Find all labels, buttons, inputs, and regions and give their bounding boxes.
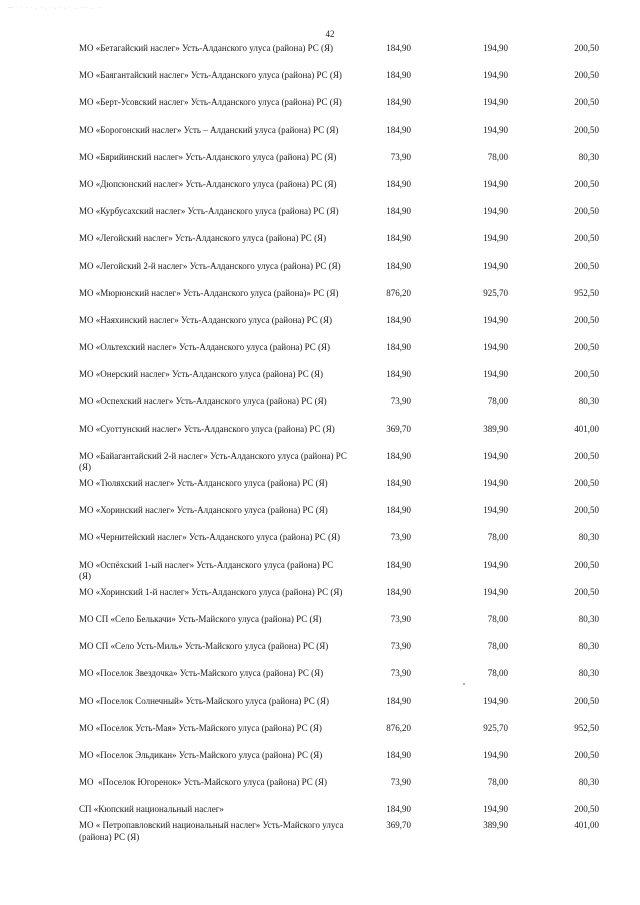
table-row — [79, 424, 599, 451]
value-col-3: 200,50 — [574, 559, 599, 570]
value-col-3: 80,30 — [578, 777, 599, 788]
value-col-1: 184,90 — [386, 559, 411, 570]
table-row — [79, 206, 599, 233]
table-row — [79, 97, 599, 124]
table-row — [79, 288, 599, 315]
value-col-2: 925,70 — [483, 287, 508, 298]
value-col-3: 200,50 — [574, 206, 599, 217]
municipality-name: МО «Поселок Эльдикан» Усть-Майского улуса (района) РС (Я) — [79, 749, 323, 760]
municipality-name: МО «Хоринский 1-й наслег» Усть-Алданского улуса (района) РС (Я) — [79, 586, 343, 597]
value-col-2: 194,90 — [483, 233, 508, 244]
value-col-2: 194,90 — [483, 206, 508, 217]
value-col-1: 876,20 — [386, 722, 411, 733]
value-col-1: 184,90 — [386, 505, 411, 516]
table-row — [79, 560, 599, 587]
table-row — [79, 587, 599, 614]
table-row — [79, 342, 599, 369]
value-col-1: 73,90 — [390, 641, 411, 652]
value-col-3: 200,50 — [574, 124, 599, 135]
value-col-2: 194,90 — [483, 260, 508, 271]
value-col-1: 184,90 — [386, 124, 411, 135]
value-col-1: 73,90 — [390, 668, 411, 679]
table-row — [79, 820, 599, 847]
value-col-3: 200,50 — [574, 695, 599, 706]
value-col-2: 389,90 — [483, 423, 508, 434]
value-col-2: 78,00 — [487, 151, 508, 162]
value-col-1: 73,90 — [390, 777, 411, 788]
value-col-1: 184,90 — [386, 233, 411, 244]
value-col-2: 194,90 — [483, 505, 508, 516]
value-col-2: 194,90 — [483, 559, 508, 570]
value-col-2: 389,90 — [483, 820, 508, 831]
municipality-name: СП «Кюпский национальный наслег» — [79, 804, 224, 815]
tariff-table-body — [79, 43, 599, 847]
table-row — [79, 750, 599, 777]
value-col-3: 80,30 — [578, 396, 599, 407]
value-col-1: 184,90 — [386, 450, 411, 461]
page-number: 42 — [325, 29, 335, 39]
municipality-name: МО «Оспёхский 1-ый наслег» Усть-Алданского улуса (района) РС (Я) — [79, 559, 334, 581]
municipality-name: МО «Курбусахский наслег» Усть-Алданского улуса (района) РС (Я) — [79, 206, 339, 217]
table-row — [79, 696, 599, 723]
value-col-2: 194,90 — [483, 478, 508, 488]
municipality-name: МО « Петропавловский национальный наслег» Усть-Майского улуса (района) РС (Я) — [79, 820, 344, 842]
value-col-2: 194,90 — [483, 124, 508, 135]
municipality-name: МО «Чернитейский наслег» Усть-Алданского улуса (района) РС (Я) — [79, 532, 340, 543]
value-col-2: 78,00 — [487, 668, 508, 679]
value-col-2: 194,90 — [483, 43, 508, 53]
scan-speck — [463, 683, 465, 685]
value-col-1: 184,90 — [386, 342, 411, 353]
value-col-3: 200,50 — [574, 314, 599, 325]
value-col-3: 200,50 — [574, 804, 599, 815]
value-col-1: 184,90 — [386, 586, 411, 597]
table-row — [79, 668, 599, 695]
table-row — [79, 505, 599, 532]
value-col-1: 184,90 — [386, 695, 411, 706]
municipality-name: МО «Мюрюнский наслег» Усть-Алданского улуса (района)» РС (Я) — [79, 287, 339, 298]
value-col-1: 73,90 — [390, 613, 411, 624]
value-col-3: 200,50 — [574, 233, 599, 244]
municipality-name: МО «Оспехский наслег» Усть-Алданского улуса (района) РС (Я) — [79, 396, 327, 407]
value-col-2: 78,00 — [487, 641, 508, 652]
table-row — [79, 369, 599, 396]
table-row — [79, 396, 599, 423]
municipality-name: МО «Бярийинский наслег» Усть-Алданского улуса (района) РС (Я) — [79, 151, 337, 162]
value-col-3: 952,50 — [574, 287, 599, 298]
value-col-1: 184,90 — [386, 70, 411, 81]
value-col-3: 200,50 — [574, 450, 599, 461]
municipality-name: МО СП «Село Белькачи» Усть-Майского улуса (района) РС (Я) — [79, 613, 322, 624]
municipality-name: МО «Поселок Солнечный» Усть-Майского улуса (района) РС (Я) — [79, 695, 330, 706]
value-col-2: 78,00 — [487, 532, 508, 543]
value-col-1: 184,90 — [386, 43, 411, 53]
value-col-2: 194,90 — [483, 804, 508, 815]
value-col-1: 369,70 — [386, 820, 411, 831]
value-col-1: 184,90 — [386, 314, 411, 325]
value-col-3: 401,00 — [574, 820, 599, 831]
value-col-1: 73,90 — [390, 151, 411, 162]
tariff-table — [79, 43, 599, 847]
value-col-1: 369,70 — [386, 423, 411, 434]
value-col-3: 200,50 — [574, 178, 599, 189]
value-col-1: 184,90 — [386, 260, 411, 271]
table-row — [79, 43, 599, 70]
table-row — [79, 777, 599, 804]
value-col-1: 184,90 — [386, 97, 411, 108]
value-col-1: 184,90 — [386, 749, 411, 760]
value-col-3: 200,50 — [574, 749, 599, 760]
municipality-name: МО «Бетагайский наслег» Усть-Алданского улуса (района) РС (Я) — [79, 43, 333, 53]
value-col-3: 200,50 — [574, 342, 599, 353]
value-col-1: 184,90 — [386, 178, 411, 189]
municipality-name: МО «Легойский наслег» Усть-Алданского улуса (района) РС (Я) — [79, 233, 327, 244]
value-col-2: 194,90 — [483, 695, 508, 706]
municipality-name: МО «Наяхинский наслег» Усть-Алданского улуса (района) РС (Я) — [79, 314, 333, 325]
table-row — [79, 614, 599, 641]
value-col-3: 200,50 — [574, 97, 599, 108]
municipality-name: МО «Ольтехский наслег» Усть-Алданского улуса (района) РС (Я) — [79, 342, 331, 353]
municipality-name: МО «Берт-Усовский наслег» Усть-Алданского улуса (района) РС (Я) — [79, 97, 342, 108]
municipality-name: МО «Легойский 2-й наслег» Усть-Алданского улуса (района) РС (Я) — [79, 260, 341, 271]
value-col-3: 200,50 — [574, 260, 599, 271]
value-col-1: 184,90 — [386, 804, 411, 815]
value-col-2: 194,90 — [483, 586, 508, 597]
scan-header-strip: — · · · · , · , · . · . · .. ··· .. ·· — [8, 6, 103, 11]
value-col-3: 200,50 — [574, 70, 599, 81]
value-col-3: 200,50 — [574, 586, 599, 597]
municipality-name: МО «Поселок Звездочка» Усть-Майского улуса (района) РС (Я) — [79, 668, 324, 679]
value-col-1: 73,90 — [390, 532, 411, 543]
table-row — [79, 70, 599, 97]
table-row — [79, 723, 599, 750]
value-col-3: 80,30 — [578, 613, 599, 624]
value-col-2: 194,90 — [483, 342, 508, 353]
value-col-3: 952,50 — [574, 722, 599, 733]
value-col-3: 401,00 — [574, 423, 599, 434]
value-col-2: 78,00 — [487, 396, 508, 407]
municipality-name: МО «Хоринский наслег» Усть-Алданского улуса (района) РС (Я) — [79, 505, 328, 516]
value-col-1: 73,90 — [390, 396, 411, 407]
value-col-2: 194,90 — [483, 749, 508, 760]
value-col-3: 80,30 — [578, 641, 599, 652]
municipality-name: МО «Борогонский наслег» Усть – Алданский улуса (района) РС (Я) — [79, 124, 339, 135]
value-col-2: 194,90 — [483, 178, 508, 189]
table-row — [79, 261, 599, 288]
table-row — [79, 125, 599, 152]
value-col-1: 184,90 — [386, 369, 411, 380]
value-col-3: 200,50 — [574, 43, 599, 53]
municipality-name: МО «Баягантайский наслег» Усть-Алданского улуса (района) РС (Я) — [79, 70, 342, 81]
value-col-2: 78,00 — [487, 777, 508, 788]
value-col-2: 194,90 — [483, 450, 508, 461]
table-row — [79, 233, 599, 260]
municipality-name: МО «Тюляхский наслег» Усть-Алданского улуса (района) РС (Я) — [79, 478, 328, 488]
table-row — [79, 641, 599, 668]
value-col-2: 194,90 — [483, 314, 508, 325]
municipality-name: МО «Онерский наслег» Усть-Алданского улуса (района) РС (Я) — [79, 369, 324, 380]
value-col-1: 876,20 — [386, 287, 411, 298]
table-row — [79, 152, 599, 179]
municipality-name: МО «Поселок Югоренок» Усть-Майского улуса (района) РС (Я) — [79, 777, 328, 788]
value-col-1: 184,90 — [386, 206, 411, 217]
value-col-2: 925,70 — [483, 722, 508, 733]
table-row — [79, 478, 599, 505]
value-col-2: 194,90 — [483, 97, 508, 108]
value-col-3: 80,30 — [578, 668, 599, 679]
table-row — [79, 804, 599, 820]
table-row — [79, 315, 599, 342]
table-row — [79, 179, 599, 206]
municipality-name: МО «Дюпсюнский наслег» Усть-Алданского улуса (района) РС (Я) — [79, 178, 337, 189]
municipality-name: МО «Байагантайский 2-й наслег» Усть-Алданского улуса (района) РС (Я) — [79, 450, 347, 473]
value-col-3: 200,50 — [574, 478, 599, 488]
municipality-name: МО СП «Село Усть-Миль» Усть-Майского улуса (района) РС (Я) — [79, 641, 329, 652]
value-col-3: 200,50 — [574, 505, 599, 516]
value-col-3: 80,30 — [578, 532, 599, 543]
table-row — [79, 451, 599, 478]
municipality-name: МО «Суоттунский наслег» Усть-Алданского улуса (района) РС (Я) — [79, 423, 335, 434]
value-col-3: 200,50 — [574, 369, 599, 380]
value-col-2: 194,90 — [483, 369, 508, 380]
value-col-2: 194,90 — [483, 70, 508, 81]
municipality-name: МО «Поселок Усть-Мая» Усть-Майского улуса (района) РС (Я) — [79, 722, 322, 733]
value-col-2: 78,00 — [487, 613, 508, 624]
value-col-1: 184,90 — [386, 478, 411, 488]
value-col-3: 80,30 — [578, 151, 599, 162]
table-row — [79, 532, 599, 559]
